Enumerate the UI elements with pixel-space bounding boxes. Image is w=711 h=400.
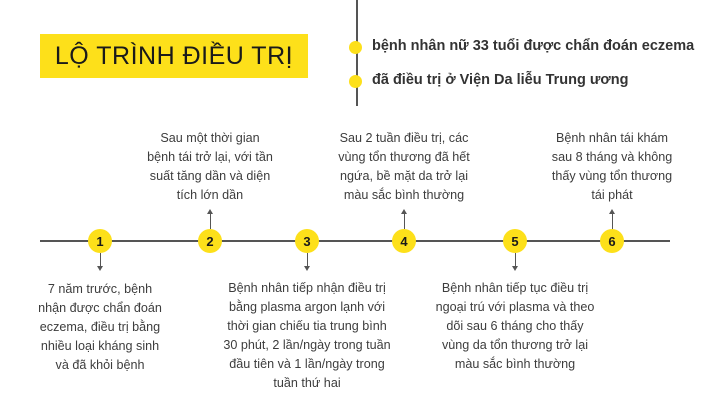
step-3-line: bằng plasma argon lạnh với <box>229 300 385 314</box>
step-2-line: suất tăng dần và diện <box>149 169 271 183</box>
step-node-1: 1 <box>88 229 112 253</box>
step-5-line: vùng da tổn thương trở lại <box>441 338 589 352</box>
step-connector-1 <box>100 253 101 266</box>
step-6-line: Bệnh nhân tái khám <box>555 131 669 145</box>
step-node-4: 4 <box>392 229 416 253</box>
step-4-line: vùng tổn thương đã hết <box>338 150 470 164</box>
step-connector-4 <box>404 214 405 229</box>
step-1-line: 7 năm trước, bệnh <box>47 282 153 296</box>
step-1-line: eczema, điều trị bằng <box>39 320 161 334</box>
step-6-line: thấy vùng tổn thương <box>551 169 673 183</box>
step-text-4 <box>338 129 470 205</box>
step-arrow-3 <box>304 266 310 271</box>
step-connector-6 <box>612 214 613 229</box>
step-1-line: nhận được chẩn đoán <box>38 301 162 315</box>
step-5-line: dõi sau 6 tháng cho thấy <box>446 319 584 333</box>
step-arrow-2 <box>207 209 213 214</box>
step-1-line: nhiều loại kháng sinh <box>40 339 160 353</box>
step-5-line: màu sắc bình thường <box>454 357 576 371</box>
step-2-line: tích lớn dần <box>176 188 244 202</box>
step-6-line: tái phát <box>591 188 633 202</box>
step-text-3 <box>223 279 390 393</box>
step-connector-5 <box>515 253 516 266</box>
title-banner <box>40 34 308 78</box>
step-text-2 <box>147 129 273 205</box>
diagram-title: LỘ TRÌNH ĐIỀU TRỊ <box>54 41 294 70</box>
step-node-3: 3 <box>295 229 319 253</box>
step-4-line: màu sắc bình thường <box>343 188 465 202</box>
info-bullet-1 <box>349 41 362 54</box>
step-connector-3 <box>307 253 308 266</box>
step-5-line: Bệnh nhân tiếp tục điều trị <box>441 281 589 295</box>
step-node-2: 2 <box>198 229 222 253</box>
step-4-line: ngứa, bề mặt da trở lại <box>340 169 468 183</box>
step-3-line: tuần thứ hai <box>273 376 341 390</box>
step-text-5 <box>436 279 595 374</box>
step-arrow-1 <box>97 266 103 271</box>
step-connector-2 <box>210 214 211 229</box>
step-3-line: 30 phút, 2 lần/ngày trong tuần <box>223 338 391 352</box>
step-arrow-6 <box>609 209 615 214</box>
info-line-1: bệnh nhân nữ 33 tuổi được chẩn đoán eczema <box>372 38 695 54</box>
step-3-line: đầu tiên và 1 lần/ngày trong <box>229 357 385 371</box>
step-6-line: sau 8 tháng và không <box>551 150 673 164</box>
info-bullet-2 <box>349 75 362 88</box>
step-arrow-4 <box>401 209 407 214</box>
step-node-5: 5 <box>503 229 527 253</box>
step-3-line: Bệnh nhân tiếp nhận điều trị <box>228 281 386 295</box>
step-5-line: ngoại trú với plasma và theo <box>435 300 595 314</box>
info-line-2: đã điều trị ở Viện Da liễu Trung ương <box>372 72 629 88</box>
step-2-line: Sau một thời gian <box>160 131 260 145</box>
step-text-6 <box>552 129 672 205</box>
step-4-line: Sau 2 tuần điều trị, các <box>339 131 469 145</box>
step-text-1 <box>38 280 162 375</box>
step-2-line: bệnh tái trở lại, với tần <box>147 150 273 164</box>
step-3-line: thời gian chiếu tia trung bình <box>227 319 387 333</box>
step-node-6: 6 <box>600 229 624 253</box>
timeline-axis <box>40 240 670 242</box>
step-1-line: và đã khỏi bệnh <box>55 358 145 372</box>
step-arrow-5 <box>512 266 518 271</box>
